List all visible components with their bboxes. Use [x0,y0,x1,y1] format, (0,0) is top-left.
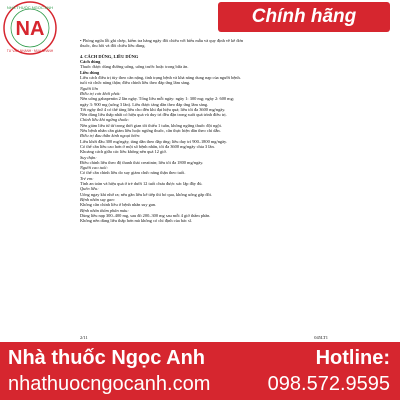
document-line: Liều cách điều trị tùy theo cân nặng, tình trạng bệnh và khả năng dung nạp của người bệnh. [80,75,241,81]
document-line: Khoảng cách giữa các liều không nên quá 12 giờ. [80,149,167,155]
authentic-badge [218,2,390,32]
document-line: Không cần chỉnh liều ở bệnh nhân suy gan. [80,202,157,208]
hotline-label: Hotline: [315,347,390,369]
logo-monogram: NA [15,18,45,40]
document-line: Cách dùng [80,59,101,65]
document-line: • Phòng ngừa lỗi ghi chép, kiểm tra hàng ngày đối chiếu với biểu mẫu và quy định về kê đơn [80,38,244,43]
document-line: Suy thận: [80,154,97,160]
document-line: Chỉnh liều khi ngừng thuốc: [80,117,130,123]
document-line: Nên giảm liều từ từ trong thời gian tối thiểu 1 tuần, không ngừng thuốc đột ngột. [80,122,222,128]
document-code: 045LT1 [314,335,328,340]
document-line: Có thể cần liều cao hơn ở một số bệnh nhân, tối đa 3600 mg/ngày chia 3 lần. [80,143,215,149]
document-line: Không nên dùng liều thấp hơn mà không có chỉ định của bác sĩ. [80,218,193,224]
hotline-number[interactable]: 098.572.9595 [267,373,390,395]
page-number: 2/11 [80,335,88,340]
document-body [80,38,328,223]
document-line: Liều khởi đầu 300 mg/ngày, tăng dần theo đáp ứng; liều duy trì 900–1800 mg/ngày. [80,138,228,144]
document-line: Nếu bệnh nhân cần giảm liều hoặc ngừng thuốc, cần thực hiện dần theo chỉ dẫn. [80,128,221,134]
document-line: tuổi và chức năng thận; điều chỉnh liều theo đáp ứng lâm sàng. [80,80,191,86]
pharmacy-name: Nhà thuốc Ngọc Anh [8,347,206,369]
logo-bottom-text: TƯ VẤN NHANH · MUA NHANH [6,49,54,53]
document-page [80,38,328,340]
document-line: 4. CÁCH DÙNG, LIỀU DÙNG [80,53,139,59]
document-line: Liều dùng [80,69,100,75]
document-line: Bệnh nhân thẩm phân máu: [80,207,129,213]
document-line: Bệnh nhân suy gan: [80,196,115,202]
document-line: Tính an toàn và hiệu quả ở trẻ dưới 12 tuổi chưa được xác lập đầy đủ. [80,181,203,187]
document-line: Nên uống gabapentin 2 lần ngày. Tổng liều mỗi ngày: ngày 1: 300 mg; ngày 2: 600 mg; [80,96,235,102]
document-line: Trẻ em: [80,175,94,181]
document-line: Điều chỉnh liều theo độ thanh thải creatinin; liều tối đa 1800 mg/ngày. [80,159,204,165]
document-line: Nên dùng liều thấp nhất có hiệu quả và duy trì đều đặn trong suốt quá trình điều trị. [80,112,227,118]
pharmacy-logo [2,0,58,56]
logo-top-text: NHÀ THUỐC NGỌC ANH [6,5,54,10]
document-line: thuốc, thu hồi và đối chiếu liều dùng. [80,43,146,49]
document-line: Quên liều: [80,186,99,192]
document-line: ngày 3: 900 mg (uống 3 lần). Liều được tăng dần theo đáp ứng lâm sàng. [80,101,209,107]
document-footer [80,335,328,340]
document-line: Dùng liều nạp 300–400 mg, sau đó 200–300 mg sau mỗi 4 giờ thẩm phân. [80,212,211,218]
contact-banner [0,342,400,400]
document-line: Có thể cần chỉnh liều do suy giảm chức năng thận theo tuổi. [80,170,186,176]
document-line: Điều trị cơn khởi phát: [80,90,121,96]
badge-label: Chính hãng [251,6,357,27]
document-line: Người cao tuổi: [80,165,108,171]
pharmacy-website[interactable]: nhathuocngocanh.com [8,373,211,395]
document-line: Tới ngày thứ 4 có thể tăng liều cho đến khi đạt hiệu quả; liều tối đa 3600 mg/ngày. [80,106,226,112]
document-line: Người lớn [80,85,98,91]
document-line: Điều trị đau thần kinh ngoại biên: [80,133,141,139]
document-line: Uống ngay khi nhớ ra; nếu gần liều kế tiếp thì bỏ qua, không uống gấp đôi. [80,191,213,197]
document-line: Thuốc được dùng đường uống, uống trước hoặc trong bữa ăn. [80,64,189,70]
